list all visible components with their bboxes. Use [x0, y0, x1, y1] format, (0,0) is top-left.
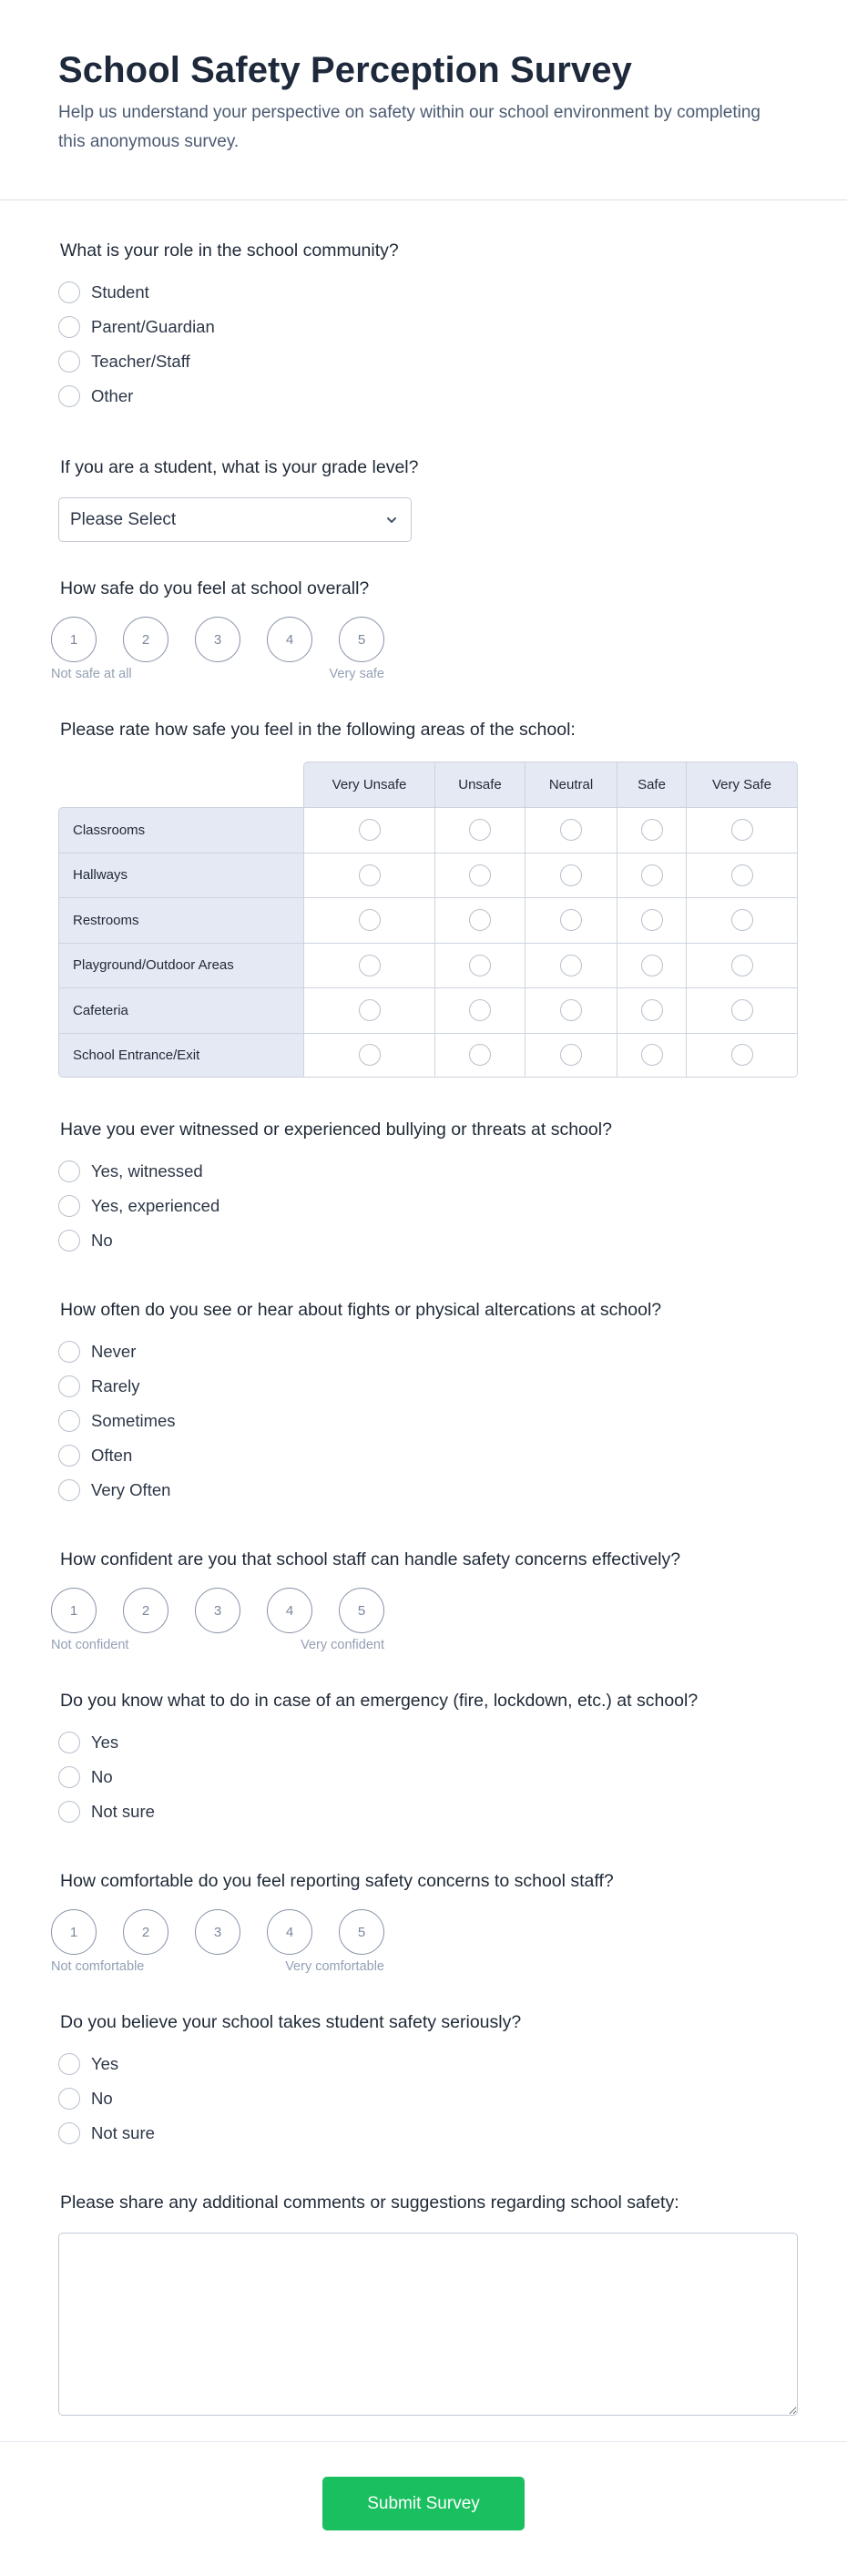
- page-title: School Safety Perception Survey: [58, 50, 632, 90]
- matrix-radio-button[interactable]: [731, 864, 753, 886]
- safety-matrix-table: [58, 762, 798, 1078]
- matrix-radio-button[interactable]: [469, 819, 491, 841]
- radio-option[interactable]: [58, 1334, 789, 1369]
- rating-button[interactable]: 4: [267, 1588, 312, 1633]
- chevron-down-icon: [385, 514, 398, 526]
- question-label: Please share any additional comments or suggestions regarding school safety:: [60, 2193, 679, 2213]
- matrix-cell[interactable]: [303, 1033, 434, 1078]
- matrix-cell[interactable]: [686, 943, 798, 988]
- matrix-column-header: Very Unsafe: [303, 762, 434, 807]
- radio-option[interactable]: [58, 1794, 789, 1829]
- rating-button[interactable]: 2: [123, 1588, 168, 1633]
- radio-button[interactable]: [58, 385, 80, 407]
- matrix-row-label: Classrooms: [58, 807, 303, 853]
- radio-option[interactable]: [58, 1404, 789, 1438]
- radio-option[interactable]: [58, 344, 789, 379]
- question-label: If you are a student, what is your grade level?: [60, 457, 419, 477]
- matrix-header-row: [58, 762, 798, 807]
- matrix-radio-button[interactable]: [359, 999, 381, 1021]
- matrix-radio-button[interactable]: [641, 819, 663, 841]
- rating-scale-labels: [51, 1959, 384, 1974]
- matrix-cell[interactable]: [686, 1033, 798, 1078]
- radio-button[interactable]: [58, 316, 80, 338]
- matrix-cell[interactable]: [434, 1033, 525, 1078]
- radio-button[interactable]: [58, 1230, 80, 1252]
- question-area-safety-matrix: [58, 718, 789, 1078]
- rating-max-label: Very confident: [301, 1638, 384, 1652]
- radio-option[interactable]: [58, 1369, 789, 1404]
- radio-option[interactable]: [58, 1154, 789, 1189]
- matrix-cell[interactable]: [686, 987, 798, 1033]
- matrix-radio-button[interactable]: [560, 909, 582, 931]
- radio-button[interactable]: [58, 1195, 80, 1217]
- matrix-cell[interactable]: [434, 807, 525, 853]
- matrix-radio-button[interactable]: [641, 999, 663, 1021]
- matrix-cell[interactable]: [303, 853, 434, 898]
- question-label: Do you believe your school takes student safety seriously?: [60, 2012, 522, 2032]
- rating-button[interactable]: 2: [123, 617, 168, 662]
- radio-option[interactable]: [58, 2047, 789, 2081]
- matrix-radio-button[interactable]: [359, 819, 381, 841]
- radio-button[interactable]: [58, 1375, 80, 1397]
- matrix-cell[interactable]: [525, 853, 617, 898]
- matrix-column-header: Unsafe: [434, 762, 525, 807]
- option-label: Not sure: [91, 2123, 155, 2142]
- radio-option[interactable]: [58, 1473, 789, 1508]
- matrix-radio-button[interactable]: [731, 909, 753, 931]
- matrix-row-label: Restrooms: [58, 897, 303, 943]
- option-label: Not sure: [91, 1802, 155, 1821]
- matrix-cell[interactable]: [434, 943, 525, 988]
- matrix-cell[interactable]: [617, 807, 686, 853]
- radio-button[interactable]: [58, 1445, 80, 1467]
- rating-scale-labels: [51, 667, 384, 681]
- matrix-radio-button[interactable]: [641, 864, 663, 886]
- matrix-radio-button[interactable]: [731, 819, 753, 841]
- radio-option[interactable]: [58, 1760, 789, 1794]
- rating-min-label: Not safe at all: [51, 667, 132, 681]
- matrix-cell[interactable]: [617, 853, 686, 898]
- matrix-cell[interactable]: [617, 987, 686, 1033]
- matrix-cell[interactable]: [617, 897, 686, 943]
- option-label: Parent/Guardian: [91, 317, 215, 336]
- question-reporting-comfort: [51, 1869, 789, 1974]
- question-staff-confidence: [51, 1548, 789, 1652]
- option-label: Yes, witnessed: [91, 1161, 203, 1181]
- radio-button[interactable]: [58, 1732, 80, 1753]
- matrix-row-label: Cafeteria: [58, 987, 303, 1033]
- radio-button[interactable]: [58, 2053, 80, 2075]
- option-label: Yes, experienced: [91, 1196, 220, 1215]
- matrix-row: [58, 943, 798, 988]
- matrix-row: [58, 807, 798, 853]
- question-role: [58, 239, 789, 414]
- matrix-cell[interactable]: [525, 1033, 617, 1078]
- matrix-cell[interactable]: [434, 897, 525, 943]
- question-label: How safe do you feel at school overall?: [60, 578, 370, 598]
- radio-option[interactable]: [58, 275, 789, 310]
- option-label: No: [91, 1231, 113, 1250]
- rating-button[interactable]: 4: [267, 617, 312, 662]
- question-comments: [58, 2191, 789, 2416]
- matrix-cell[interactable]: [525, 987, 617, 1033]
- form-footer: [0, 2441, 847, 2576]
- submit-survey-button[interactable]: Submit Survey: [322, 2477, 525, 2530]
- question-grade: [58, 455, 789, 542]
- radio-group-seriousness: [58, 2047, 789, 2151]
- radio-group-emergency: [58, 1725, 789, 1829]
- question-label: Please rate how safe you feel in the following areas of the school:: [60, 720, 576, 740]
- radio-option[interactable]: [58, 1438, 789, 1473]
- option-label: Student: [91, 282, 149, 302]
- option-label: No: [91, 2089, 113, 2108]
- matrix-cell[interactable]: [303, 943, 434, 988]
- matrix-cell[interactable]: [303, 807, 434, 853]
- matrix-radio-button[interactable]: [641, 909, 663, 931]
- option-label: Other: [91, 386, 134, 405]
- radio-button[interactable]: [58, 281, 80, 303]
- radio-button[interactable]: [58, 2088, 80, 2110]
- radio-group-fights: [58, 1334, 789, 1508]
- radio-button[interactable]: [58, 1341, 80, 1363]
- matrix-cell[interactable]: [525, 943, 617, 988]
- rating-button[interactable]: 5: [339, 1588, 384, 1633]
- radio-button[interactable]: [58, 1766, 80, 1788]
- matrix-radio-button[interactable]: [359, 955, 381, 976]
- matrix-radio-button[interactable]: [560, 1044, 582, 1066]
- option-label: Teacher/Staff: [91, 352, 190, 371]
- rating-button[interactable]: 2: [123, 1909, 168, 1955]
- radio-button[interactable]: [58, 1479, 80, 1501]
- matrix-radio-button[interactable]: [359, 1044, 381, 1066]
- radio-button[interactable]: [58, 351, 80, 373]
- grade-level-select[interactable]: [58, 497, 412, 542]
- page-subtitle: Help us understand your perspective on safety within our school environment by completing this anonymous survey.: [58, 103, 760, 151]
- matrix-radio-button[interactable]: [560, 864, 582, 886]
- matrix-radio-button[interactable]: [641, 955, 663, 976]
- matrix-column-header: Neutral: [525, 762, 617, 807]
- matrix-radio-button[interactable]: [469, 955, 491, 976]
- rating-scale: [51, 1909, 789, 1955]
- radio-button[interactable]: [58, 1410, 80, 1432]
- survey-body: [0, 239, 847, 2416]
- radio-button[interactable]: [58, 1160, 80, 1182]
- question-emergency: [58, 1689, 789, 1829]
- rating-button[interactable]: 3: [195, 1909, 240, 1955]
- rating-button[interactable]: 4: [267, 1909, 312, 1955]
- matrix-radio-button[interactable]: [641, 1044, 663, 1066]
- rating-min-label: Not comfortable: [51, 1959, 145, 1974]
- rating-scale-labels: [51, 1638, 384, 1652]
- radio-option[interactable]: [58, 1725, 789, 1760]
- radio-option[interactable]: [58, 310, 789, 344]
- option-label: Yes: [91, 1733, 119, 1752]
- radio-option[interactable]: [58, 2081, 789, 2116]
- matrix-radio-button[interactable]: [560, 999, 582, 1021]
- matrix-radio-button[interactable]: [731, 999, 753, 1021]
- radio-option[interactable]: [58, 1189, 789, 1223]
- option-label: Yes: [91, 2054, 119, 2073]
- matrix-cell[interactable]: [617, 1033, 686, 1078]
- rating-button[interactable]: 5: [339, 1909, 384, 1955]
- matrix-cell[interactable]: [686, 853, 798, 898]
- option-label: Sometimes: [91, 1411, 176, 1430]
- question-label: How often do you see or hear about fights or physical altercations at school?: [60, 1300, 662, 1320]
- question-label: Do you know what to do in case of an emergency (fire, lockdown, etc.) at school?: [60, 1691, 699, 1711]
- rating-max-label: Very safe: [329, 667, 384, 681]
- rating-max-label: Very comfortable: [285, 1959, 384, 1974]
- matrix-cell[interactable]: [525, 897, 617, 943]
- matrix-radio-button[interactable]: [731, 1044, 753, 1066]
- radio-button[interactable]: [58, 1801, 80, 1823]
- matrix-cell[interactable]: [434, 987, 525, 1033]
- rating-scale: [51, 1588, 789, 1633]
- rating-button[interactable]: 3: [195, 617, 240, 662]
- matrix-row: [58, 853, 798, 898]
- matrix-cell[interactable]: [303, 987, 434, 1033]
- select-value: Please Select: [70, 509, 177, 529]
- matrix-radio-button[interactable]: [469, 864, 491, 886]
- matrix-radio-button[interactable]: [359, 864, 381, 886]
- rating-button[interactable]: 1: [51, 617, 97, 662]
- option-label: Rarely: [91, 1376, 140, 1395]
- question-bullying: [58, 1118, 789, 1258]
- radio-button[interactable]: [58, 2122, 80, 2144]
- matrix-radio-button[interactable]: [560, 819, 582, 841]
- question-overall-safety: [51, 577, 789, 681]
- rating-min-label: Not confident: [51, 1638, 129, 1652]
- rating-button[interactable]: 1: [51, 1909, 97, 1955]
- radio-group-bullying: [58, 1154, 789, 1258]
- rating-button[interactable]: 3: [195, 1588, 240, 1633]
- option-label: Never: [91, 1342, 137, 1361]
- matrix-cell[interactable]: [525, 807, 617, 853]
- question-label: How confident are you that school staff can handle safety concerns effectively?: [60, 1549, 681, 1569]
- matrix-column-header: Very Safe: [686, 762, 798, 807]
- option-label: Very Often: [91, 1480, 171, 1499]
- question-safety-seriousness: [58, 2010, 789, 2151]
- rating-scale: [51, 617, 789, 662]
- rating-button[interactable]: 5: [339, 617, 384, 662]
- matrix-cell[interactable]: [686, 897, 798, 943]
- radio-group-role: [58, 275, 789, 414]
- matrix-cell[interactable]: [686, 807, 798, 853]
- matrix-radio-button[interactable]: [731, 955, 753, 976]
- matrix-radio-button[interactable]: [469, 909, 491, 931]
- matrix-row-label: Playground/Outdoor Areas: [58, 943, 303, 988]
- matrix-column-header: Safe: [617, 762, 686, 807]
- option-label: Often: [91, 1446, 133, 1465]
- matrix-radio-button[interactable]: [560, 955, 582, 976]
- survey-header: [0, 0, 847, 200]
- radio-option[interactable]: [58, 1223, 789, 1258]
- rating-button[interactable]: 1: [51, 1588, 97, 1633]
- question-label: Have you ever witnessed or experienced bullying or threats at school?: [60, 1119, 612, 1140]
- matrix-row: [58, 1033, 798, 1078]
- matrix-corner: [58, 762, 303, 807]
- option-label: No: [91, 1767, 113, 1786]
- matrix-radio-button[interactable]: [469, 1044, 491, 1066]
- matrix-cell[interactable]: [434, 853, 525, 898]
- matrix-row-label: School Entrance/Exit: [58, 1033, 303, 1078]
- question-label: How comfortable do you feel reporting safety concerns to school staff?: [60, 1871, 614, 1891]
- question-fights: [58, 1298, 789, 1508]
- matrix-cell[interactable]: [303, 897, 434, 943]
- radio-option[interactable]: [58, 2116, 789, 2151]
- matrix-row-label: Hallways: [58, 853, 303, 898]
- matrix-row: [58, 897, 798, 943]
- matrix-radio-button[interactable]: [469, 999, 491, 1021]
- question-label: What is your role in the school community?: [60, 240, 399, 261]
- comments-textarea[interactable]: [58, 2233, 798, 2416]
- matrix-radio-button[interactable]: [359, 909, 381, 931]
- matrix-row: [58, 987, 798, 1033]
- radio-option[interactable]: [58, 379, 789, 414]
- matrix-cell[interactable]: [617, 943, 686, 988]
